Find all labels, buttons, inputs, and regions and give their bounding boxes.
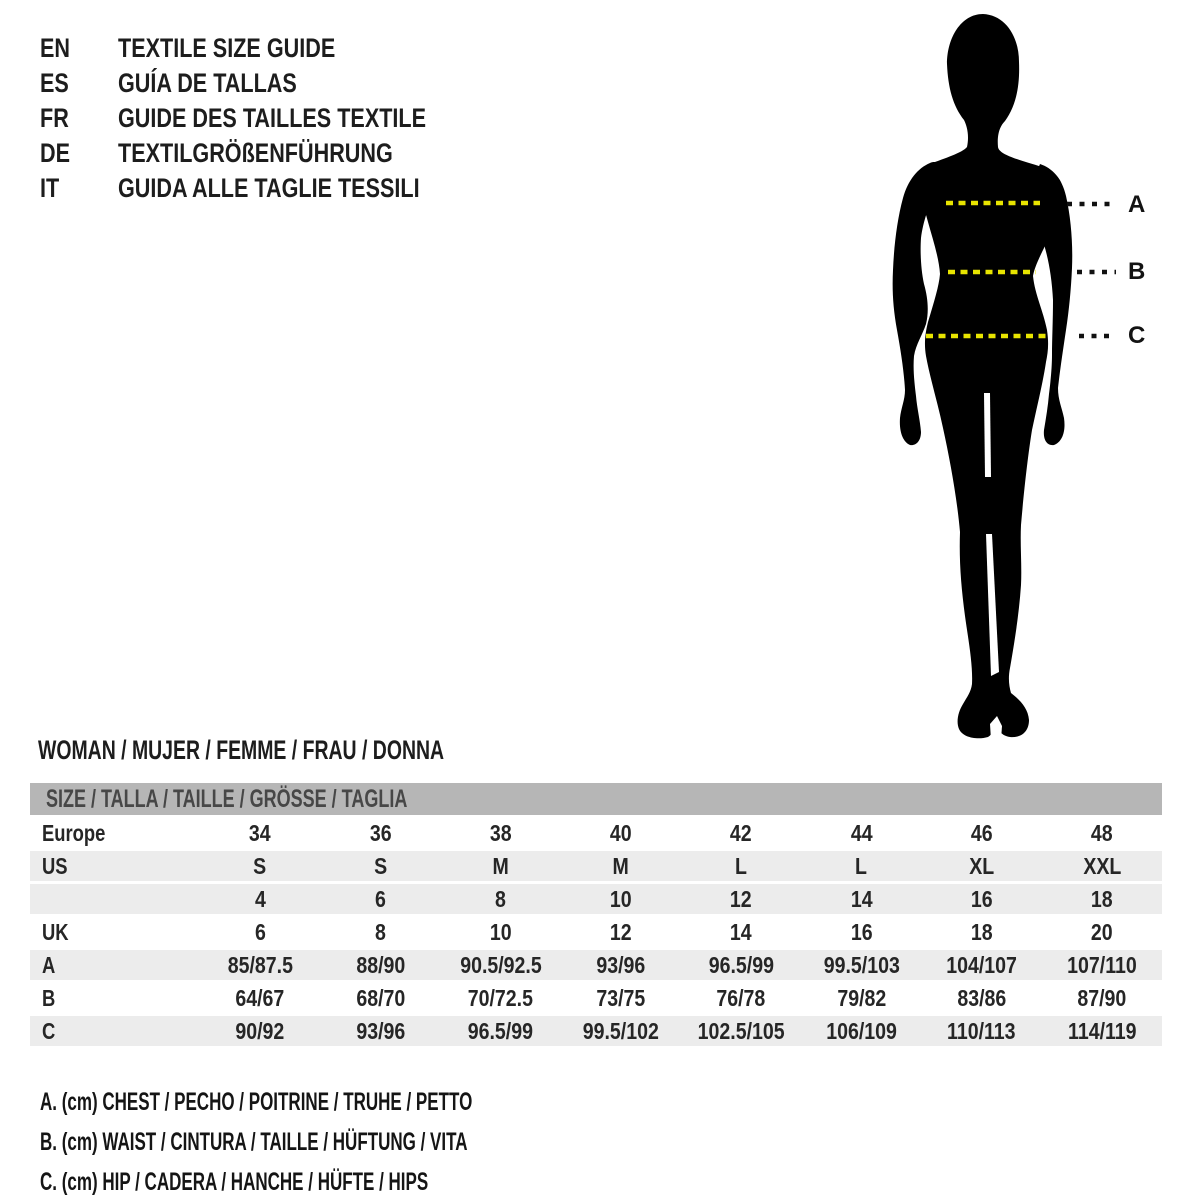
table-cell-value: 73/75 — [596, 985, 646, 1011]
table-cell-value: 93/96 — [355, 1018, 405, 1044]
marker-label-b: B — [1128, 258, 1146, 285]
table-cell — [320, 917, 440, 947]
table-cell-value: 90.5/92.5 — [459, 952, 542, 978]
table-cell-value: 6 — [374, 886, 386, 912]
table-row-label-text: B — [42, 985, 56, 1011]
table-cell — [320, 1016, 440, 1046]
language-code: EN — [40, 33, 71, 63]
table-cell — [1042, 851, 1162, 881]
table-cell-value: 64/67 — [235, 985, 285, 1011]
table-cell-value: S — [373, 853, 387, 879]
table-cell-value: 18 — [970, 919, 993, 945]
section-title — [38, 737, 602, 764]
table-cell — [200, 983, 320, 1013]
table-row-label — [30, 983, 200, 1013]
legend-hip-text: C. (cm) HIP / CADERA / HANCHE / HÜFTE / HIPS — [40, 1167, 429, 1196]
table-cell-value: 85/87.5 — [227, 952, 293, 978]
table-cell-value: 14 — [850, 886, 873, 912]
table-cell-value: S — [253, 853, 267, 879]
table-cell — [561, 818, 681, 848]
table-cell — [801, 950, 921, 980]
table-cell — [1042, 983, 1162, 1013]
language-row-de — [40, 136, 503, 171]
table-cell — [681, 983, 801, 1013]
table-cell-value: 42 — [730, 820, 753, 846]
table-cell — [320, 983, 440, 1013]
table-row-label-text: US — [42, 853, 68, 879]
table-cell — [320, 884, 440, 914]
table-cell-value: 96.5/99 — [468, 1018, 534, 1044]
table-row-label-text: UK — [42, 919, 69, 945]
table-cell-value: L — [855, 853, 868, 879]
legend-row-chest — [40, 1082, 676, 1122]
marker-label-a: A — [1128, 191, 1146, 218]
size-table — [30, 783, 1162, 1049]
table-cell-value: 99.5/103 — [823, 952, 900, 978]
table-cell-value: XXL — [1082, 853, 1121, 879]
table-cell — [922, 983, 1042, 1013]
table-cell-value: 20 — [1090, 919, 1113, 945]
table-cell-value: XL — [969, 853, 995, 879]
table-cell — [1042, 1016, 1162, 1046]
legend-waist-text: B. (cm) WAIST / CINTURA / TAILLE / HÜFTUNG / VITA — [40, 1127, 468, 1156]
table-cell — [200, 917, 320, 947]
table-cell-value: 93/96 — [596, 952, 646, 978]
table-cell — [801, 917, 921, 947]
table-cell-value: 90/92 — [235, 1018, 285, 1044]
table-cell-value: 104/107 — [946, 952, 1017, 978]
legend-row-waist — [40, 1122, 676, 1162]
table-cell — [922, 818, 1042, 848]
table-cell — [200, 950, 320, 980]
table-cell — [561, 851, 681, 881]
table-cell-value: 70/72.5 — [468, 985, 534, 1011]
table-cell-value: M — [612, 853, 630, 879]
table-cell-value: 46 — [970, 820, 993, 846]
table-cell — [441, 884, 561, 914]
language-title-list — [40, 31, 503, 206]
table-row-label — [30, 1016, 200, 1046]
table-cell-value: 88/90 — [355, 952, 405, 978]
table-cell — [801, 818, 921, 848]
legend-chest-text: A. (cm) CHEST / PECHO / POITRINE / TRUHE / PETTO — [40, 1087, 473, 1116]
table-cell — [922, 884, 1042, 914]
size-table-header-text: SIZE / TALLA / TAILLE / GRÖSSE / TAGLIA — [46, 785, 408, 813]
table-cell — [441, 851, 561, 881]
table-cell-value: L — [735, 853, 748, 879]
table-cell-value: 40 — [609, 820, 632, 846]
language-row-fr — [40, 101, 503, 136]
table-cell-value: 4 — [254, 886, 266, 912]
table-cell-value: 6 — [254, 919, 266, 945]
table-cell — [681, 950, 801, 980]
legend-row-hip — [40, 1162, 676, 1202]
table-row-label-text: C — [42, 1018, 56, 1044]
language-code: ES — [40, 68, 69, 98]
guide-title-es: GUÍA DE TALLAS — [118, 68, 297, 98]
marker-label-c: C — [1128, 322, 1146, 349]
section-title-text: WOMAN / MUJER / FEMME / FRAU / DONNA — [38, 735, 445, 765]
table-cell — [922, 1016, 1042, 1046]
table-cell — [1042, 917, 1162, 947]
table-cell — [441, 818, 561, 848]
table-cell — [320, 818, 440, 848]
table-cell-value: 8 — [374, 919, 386, 945]
table-row — [30, 950, 1162, 980]
table-cell-value: 34 — [249, 820, 272, 846]
table-cell-value: 106/109 — [826, 1018, 897, 1044]
table-cell — [801, 983, 921, 1013]
table-cell — [561, 884, 681, 914]
table-cell-value: 38 — [489, 820, 512, 846]
size-table-body — [30, 818, 1162, 1046]
table-cell-value: 44 — [850, 820, 873, 846]
language-code: FR — [40, 103, 69, 133]
table-cell-value: 87/90 — [1077, 985, 1127, 1011]
table-cell — [681, 917, 801, 947]
silhouette-right-arm — [1036, 164, 1073, 445]
table-cell — [1042, 950, 1162, 980]
table-cell-value: 16 — [970, 886, 993, 912]
table-cell — [561, 983, 681, 1013]
guide-title-de: TEXTILGRÖßENFÜHRUNG — [118, 138, 393, 168]
measurement-legend — [40, 1082, 676, 1202]
language-code: IT — [40, 173, 60, 203]
table-cell — [1042, 884, 1162, 914]
table-row-label-text: A — [42, 952, 56, 978]
table-cell — [681, 851, 801, 881]
table-cell — [801, 1016, 921, 1046]
guide-title-fr: GUIDE DES TAILLES TEXTILE — [118, 103, 427, 133]
table-cell — [922, 851, 1042, 881]
table-row — [30, 983, 1162, 1013]
table-cell — [441, 950, 561, 980]
silhouette-leg-gap — [984, 393, 991, 477]
size-table-header — [30, 783, 1162, 815]
table-cell-value: 107/110 — [1067, 952, 1137, 978]
table-row-label — [30, 950, 200, 980]
table-cell — [801, 884, 921, 914]
table-cell-value: 14 — [730, 919, 753, 945]
table-cell — [200, 818, 320, 848]
table-cell — [561, 917, 681, 947]
table-cell — [561, 950, 681, 980]
table-cell-value: 110/113 — [947, 1018, 1016, 1044]
table-cell-value: 68/70 — [355, 985, 405, 1011]
table-cell-value: 96.5/99 — [708, 952, 774, 978]
table-cell-value: 76/78 — [716, 985, 766, 1011]
table-cell — [561, 1016, 681, 1046]
table-cell — [200, 884, 320, 914]
table-cell — [681, 818, 801, 848]
table-cell-value: 114/119 — [1067, 1018, 1137, 1044]
language-row-en — [40, 31, 503, 66]
table-cell-value: 18 — [1090, 886, 1113, 912]
table-cell — [801, 851, 921, 881]
table-cell — [200, 851, 320, 881]
table-cell-value: 99.5/102 — [582, 1018, 659, 1044]
table-cell-value: 36 — [369, 820, 392, 846]
language-code: DE — [40, 138, 71, 168]
guide-title-it: GUIDA ALLE TAGLIE TESSILI — [118, 173, 420, 203]
table-cell-value: 12 — [609, 919, 632, 945]
table-cell-value: M — [492, 853, 509, 879]
table-cell — [681, 1016, 801, 1046]
table-row — [30, 917, 1162, 947]
table-cell-value: 102.5/105 — [697, 1018, 785, 1044]
table-cell-value: 79/82 — [836, 985, 886, 1011]
woman-silhouette-figure — [850, 0, 1200, 760]
table-cell-value: 10 — [609, 886, 632, 912]
table-cell — [320, 851, 440, 881]
table-cell-value: 16 — [850, 919, 873, 945]
table-cell — [1042, 818, 1162, 848]
table-cell — [320, 950, 440, 980]
table-row — [30, 884, 1162, 914]
table-cell — [200, 1016, 320, 1046]
table-cell-value: 8 — [495, 886, 507, 912]
table-row-label — [30, 917, 200, 947]
guide-title-en: TEXTILE SIZE GUIDE — [118, 33, 336, 63]
table-row — [30, 818, 1162, 848]
table-row-label — [30, 818, 200, 848]
table-row — [30, 1016, 1162, 1046]
table-cell — [922, 917, 1042, 947]
table-row — [30, 851, 1162, 881]
table-row-label — [30, 884, 200, 914]
language-row-it — [40, 171, 503, 206]
table-cell-value: 12 — [730, 886, 753, 912]
table-row-label — [30, 851, 200, 881]
table-cell — [441, 983, 561, 1013]
language-row-es — [40, 66, 503, 101]
table-cell-value: 83/86 — [957, 985, 1007, 1011]
table-cell-value: 10 — [489, 919, 512, 945]
table-cell — [681, 884, 801, 914]
table-cell — [922, 950, 1042, 980]
table-row-label-text: Europe — [42, 820, 106, 846]
table-cell — [441, 1016, 561, 1046]
table-cell-value: 48 — [1090, 820, 1113, 846]
table-cell — [441, 917, 561, 947]
